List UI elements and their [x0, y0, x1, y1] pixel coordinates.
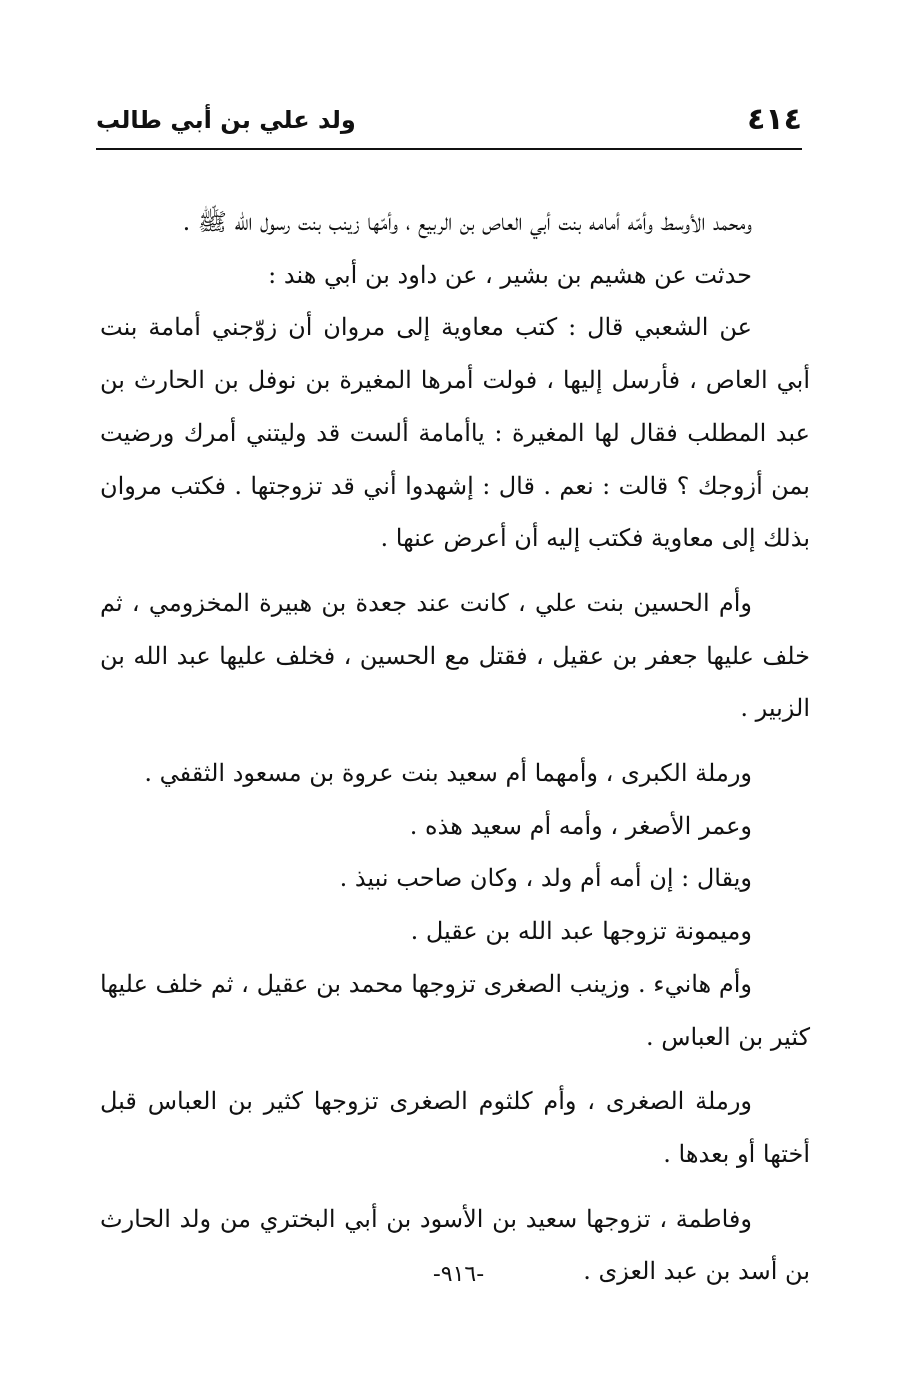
paragraph: ورملة الصغرى ، وأم كلثوم الصغرى تزوجها كثير بن العباس قبل أختها أو بعدها .	[100, 1087, 810, 1168]
body-text	[100, 196, 810, 1298]
paragraph: وميمونة تزوجها عبد الله بن عقيل .	[410, 917, 752, 946]
page-header	[96, 100, 802, 146]
paragraph: وعمر الأصغر ، وأمه أم سعيد هذه .	[409, 811, 752, 840]
running-title: ولد علي بن أبي طالب	[96, 106, 356, 134]
paragraph: وفاطمة ، تزوجها سعيد بن الأسود بن أبي البختري من ولد الحارث بن أسد بن عبد العزى .	[100, 1204, 810, 1286]
header-divider	[96, 148, 802, 150]
header-page-number: ٤١٤	[747, 102, 802, 137]
paragraph: وأم الحسين بنت علي ، كانت عند جعدة بن هبيرة المخزومي ، ثم خلف عليها جعفر بن عقيل ، فقتل مع الحسين ، فخلف عليها عبد الله بن الزبير .	[100, 588, 810, 723]
paragraph: ويقال : إن أمه أم ولد ، وكان صاحب نبيذ .	[339, 864, 752, 893]
paragraph: حدثت عن هشيم بن بشير ، عن داود بن أبي هند :	[268, 260, 752, 289]
footer-page-number: -٩١٦-	[432, 1262, 485, 1287]
paragraph: ومحمد الأوسط وأمّه أمامه بنت أبي العاص بن الربيع ، وأمّها زينب بنت رسول الله ﷺ .	[182, 208, 752, 236]
paragraph: ورملة الكبرى ، وأمهما أم سعيد بنت عروة بن مسعود الثقفي .	[144, 759, 752, 788]
paragraph: وأم هانيء . وزينب الصغرى تزوجها محمد بن عقيل ، ثم خلف عليها كثير بن العباس .	[100, 969, 810, 1051]
paragraph: عن الشعبي قال : كتب معاوية إلى مروان أن زوّجني أمامة بنت أبي العاص ، فأرسل إليها ، فولت أمرها المغيرة بن نوفل بن الحارث بن عبد المطلب فقال لها المغيرة : ياأمامة ألست قد وليتني أمرك ورضيت بمن أزوجك ؟ قالت : نعم . قال : إشهدوا أني قد تزوجتها . فكتب مروان بذلك إلى معاوية فكتب إليه أن أعرض عنها .	[100, 313, 810, 553]
